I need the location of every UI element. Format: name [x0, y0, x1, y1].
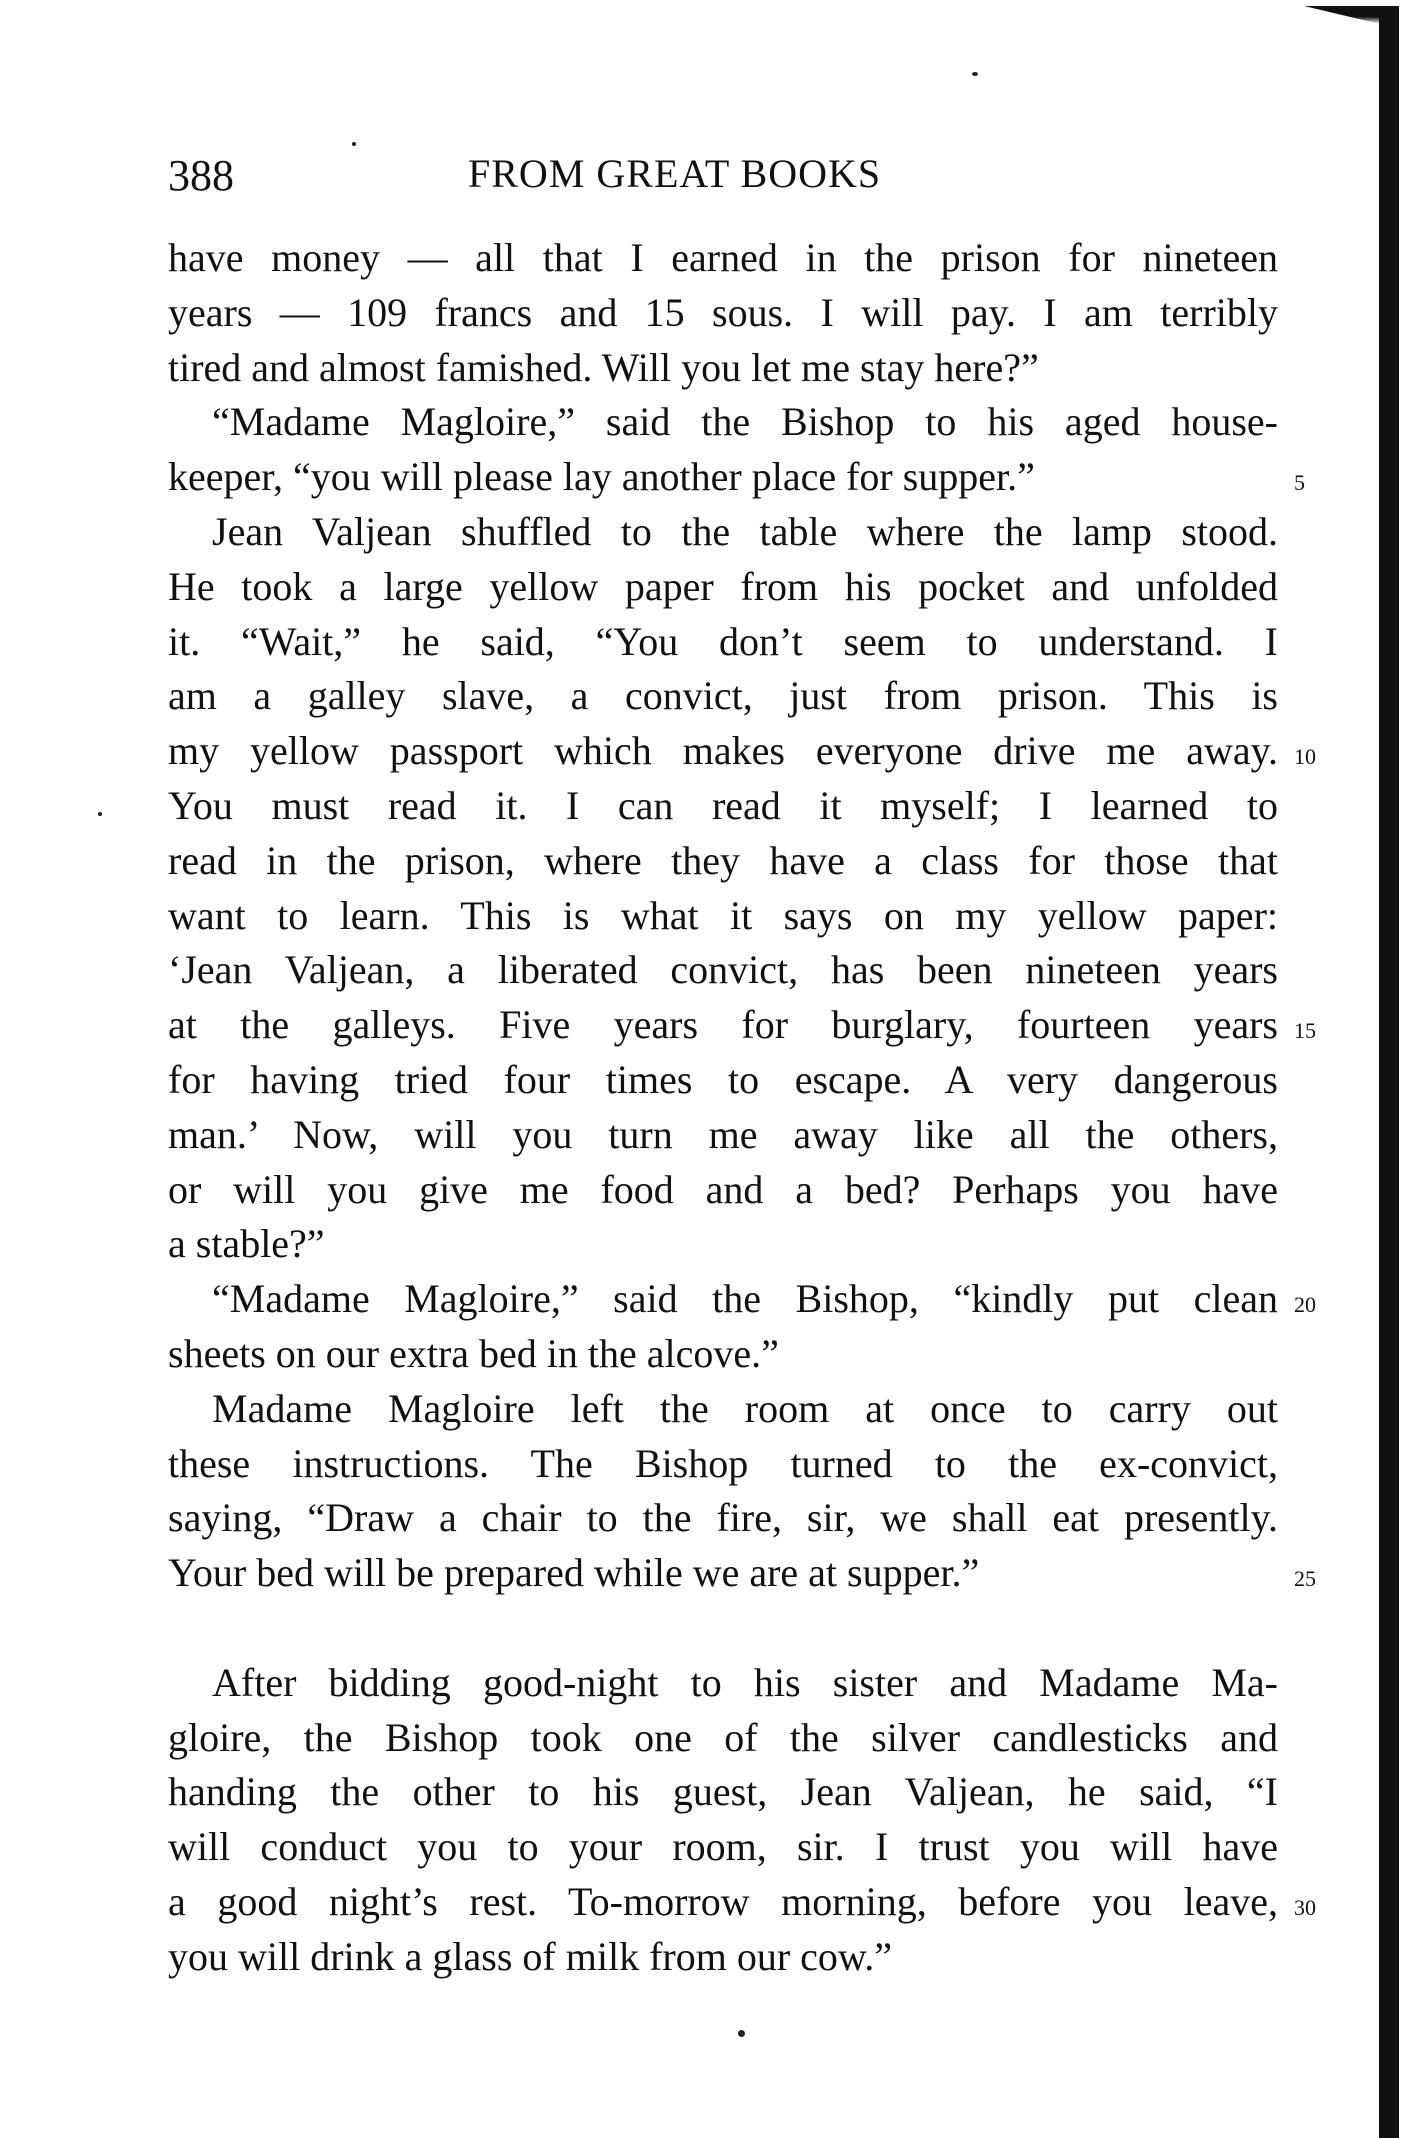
- line-text: it. “Wait,” he said, “You don’t seem to understand. I: [168, 618, 1278, 664]
- text-line: [168, 1108, 1278, 1163]
- text-line: [168, 1382, 1278, 1437]
- page-edge-shadow: [1379, 8, 1399, 2138]
- line-text: sheets on our extra bed in the alcove.”: [168, 1330, 779, 1376]
- line-text: my yellow passport which makes everyone drive me away.: [168, 728, 1278, 774]
- text-line: [168, 1875, 1316, 1930]
- line-text: keeper, “you will please lay another place for supper.”: [168, 454, 1035, 500]
- line-number: 20: [1294, 1292, 1316, 1318]
- line-text: He took a large yellow paper from his pocket and unfolded: [168, 563, 1278, 609]
- line-text: Your bed will be prepared while we are at supper.”: [168, 1550, 980, 1596]
- line-text: or will you give me food and a bed? Perhaps you have: [168, 1166, 1278, 1212]
- text-line: [168, 450, 1305, 505]
- text-line: [168, 1656, 1278, 1711]
- page-number: 388: [168, 151, 234, 200]
- text-line: [168, 1765, 1278, 1820]
- line-text: man.’ Now, will you turn me away like all the others,: [168, 1111, 1278, 1157]
- text-line: [168, 341, 1278, 396]
- line-text: Jean Valjean shuffled to the table where the lamp stood.: [212, 508, 1278, 554]
- text-line: [168, 1437, 1278, 1492]
- text-line: [168, 889, 1278, 944]
- text-line: [168, 231, 1278, 286]
- line-text: years — 109 francs and 15 sous. I will pay. I am terribly: [168, 289, 1278, 335]
- line-number: 30: [1294, 1894, 1316, 1920]
- line-text: for having tried four times to escape. A very dangerous: [168, 1056, 1278, 1102]
- text-line: [168, 1217, 1278, 1272]
- ink-speck: [352, 142, 356, 146]
- text-line: [168, 1711, 1278, 1766]
- text-line: [168, 779, 1278, 834]
- text-line: [168, 615, 1278, 670]
- line-text: want to learn. This is what it says on my yellow paper:: [168, 892, 1278, 938]
- line-number: 15: [1294, 1018, 1316, 1044]
- line-text: a stable?”: [168, 1221, 325, 1267]
- text-line: [168, 1820, 1278, 1875]
- line-text: read in the prison, where they have a class for those that: [168, 837, 1278, 883]
- line-number: 10: [1294, 744, 1316, 770]
- line-text: gloire, the Bishop took one of the silver candlesticks and: [168, 1714, 1278, 1760]
- line-text: After bidding good-night to his sister and Madame Ma-: [212, 1659, 1278, 1705]
- line-text: Madame Magloire left the room at once to carry out: [212, 1385, 1278, 1431]
- text-line: [168, 1491, 1278, 1546]
- line-number: 25: [1294, 1566, 1316, 1592]
- line-text: these instructions. The Bishop turned to the ex-convict,: [168, 1440, 1278, 1486]
- ink-speck: [972, 72, 978, 76]
- text-line: [168, 724, 1316, 779]
- line-text: you will drink a glass of milk from our cow.”: [168, 1933, 892, 1979]
- text-line: [168, 286, 1278, 341]
- line-text: will conduct you to your room, sir. I trust you will have: [168, 1824, 1278, 1870]
- line-text: tired and almost famished. Will you let me stay here?”: [168, 344, 1039, 390]
- text-line: [168, 1163, 1278, 1218]
- line-text: am a galley slave, a convict, just from prison. This is: [168, 673, 1278, 719]
- text-line: [168, 1053, 1278, 1108]
- line-text: ‘Jean Valjean, a liberated convict, has been nineteen years: [168, 947, 1278, 993]
- page-edge-corner: [1304, 6, 1399, 24]
- line-text: handing the other to his guest, Jean Valjean, he said, “I: [168, 1769, 1278, 1815]
- page-header: [168, 150, 1278, 210]
- line-text: You must read it. I can read it myself; I learned to: [168, 782, 1278, 828]
- text-line: [168, 560, 1278, 615]
- text-line: [168, 395, 1278, 450]
- ink-speck: [738, 2030, 745, 2037]
- line-text: have money — all that I earned in the prison for nineteen: [168, 235, 1278, 280]
- body-text: [168, 231, 1316, 1985]
- text-line: [168, 834, 1278, 889]
- text-line: [168, 1327, 1278, 1382]
- section-break: [168, 1601, 1278, 1656]
- text-line: [168, 1930, 1278, 1985]
- ink-speck: [98, 812, 102, 816]
- text-line: [168, 943, 1278, 998]
- text-line: [168, 1272, 1316, 1327]
- line-text: “Madame Magloire,” said the Bishop, “kindly put clean: [212, 1276, 1278, 1322]
- line-text: saying, “Draw a chair to the fire, sir, we shall eat presently.: [168, 1495, 1278, 1541]
- line-number: 5: [1294, 470, 1305, 496]
- line-text: a good night’s rest. To-morrow morning, before you leave,: [168, 1878, 1278, 1924]
- line-text: “Madame Magloire,” said the Bishop to his aged house-: [212, 399, 1278, 445]
- text-line: [168, 505, 1278, 560]
- running-head: FROM GREAT BOOKS: [468, 151, 882, 196]
- text-line: [168, 1546, 1316, 1601]
- line-text: at the galleys. Five years for burglary, fourteen years: [168, 1002, 1278, 1048]
- text-line: [168, 669, 1278, 724]
- text-line: [168, 998, 1316, 1053]
